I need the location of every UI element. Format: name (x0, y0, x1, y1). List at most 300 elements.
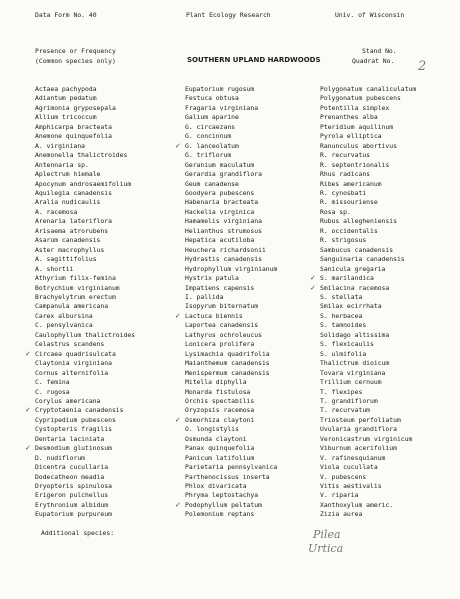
species-name: Erigeron pulchellus (35, 491, 109, 500)
species-name: T. flexipes (320, 387, 363, 396)
species-name: Dentaria laciniata (35, 434, 105, 443)
species-entry (185, 85, 277, 94)
species-name: Lathyrus ochroleucus (185, 330, 262, 339)
species-entry (185, 274, 277, 283)
species-name: Adiantum pedatum (35, 94, 97, 103)
species-name: O. longistylis (185, 425, 239, 434)
species-name: Parthenocissus inserta (185, 472, 270, 481)
species-entry (175, 415, 277, 425)
species-name: Antennaria sp. (35, 160, 89, 169)
species-name: Vitis aestivalis (320, 482, 382, 491)
species-name: Carex albursina (35, 311, 93, 320)
species-name: Osmorhiza claytoni (185, 415, 255, 424)
university-name: Univ. of Wisconsin (335, 11, 405, 19)
species-entry (320, 473, 416, 482)
species-name: Gerardia grandiflora (185, 170, 262, 179)
species-name: Arisaema atrorubens (35, 226, 109, 235)
species-entry (185, 113, 277, 122)
species-entry (185, 161, 277, 170)
species-name: R. cynosbati (320, 188, 367, 197)
species-entry (320, 406, 416, 415)
species-entry (175, 311, 277, 321)
species-name: Celastrus scandens (35, 340, 105, 349)
species-entry (185, 491, 277, 500)
species-name: Heuchera richardsonii (185, 245, 266, 254)
species-name: Allium tricoccum (35, 113, 97, 122)
species-name: V. rafinesquianum (320, 453, 386, 462)
species-entry (35, 208, 135, 217)
species-entry (320, 491, 416, 500)
species-entry (185, 359, 277, 368)
species-entry (35, 198, 135, 207)
species-name: Helianthus strumosus (185, 226, 262, 235)
species-name: Solidago altissima (320, 330, 390, 339)
species-name: A. racemosa (35, 207, 78, 216)
species-name: Prenanthes alba (320, 113, 378, 122)
species-entry (35, 85, 135, 94)
check-mark-icon: ✓ (310, 274, 316, 283)
species-entry (320, 463, 416, 472)
species-name: C. femina (35, 378, 70, 387)
species-name: S. flexicaulis (320, 340, 374, 349)
species-name: Monarda fistulosa (185, 387, 251, 396)
species-entry (320, 208, 416, 217)
species-name: Geranium maculatum (185, 160, 255, 169)
species-name: Festuca obtusa (185, 94, 239, 103)
species-entry (185, 255, 277, 264)
species-entry (35, 123, 135, 132)
species-entry (320, 113, 416, 122)
species-entry (35, 227, 135, 236)
species-entry (185, 246, 277, 255)
species-entry (35, 132, 135, 141)
species-name: Smilax ecirrhata (320, 302, 382, 311)
species-entry (320, 397, 416, 406)
species-name: Cornus alternifolia (35, 368, 109, 377)
species-name: Arenaria lateriflora (35, 217, 112, 226)
species-entry (25, 406, 135, 415)
species-name: R. septentrionalis (320, 160, 390, 169)
species-name: Smilacina racemosa (320, 283, 390, 292)
species-entry (35, 491, 135, 500)
species-entry (35, 454, 135, 463)
species-entry (185, 435, 277, 444)
species-name: Panax quinquefolia (185, 444, 255, 453)
species-name: V. riparia (320, 491, 359, 500)
species-name: Goodyera pubescens (185, 188, 255, 197)
species-entry (35, 321, 135, 330)
check-mark-icon: ✓ (175, 500, 181, 509)
institution-name: Plant Ecology Research (186, 11, 271, 19)
species-name: Actaea pachypoda (35, 85, 97, 93)
species-name: G. triflorum (185, 151, 232, 160)
species-name: Circaea quadrisulcata (35, 349, 116, 358)
species-name: Triosteum perfoliatum (320, 415, 401, 424)
check-mark-icon: ✓ (310, 283, 316, 292)
species-entry (35, 369, 135, 378)
species-entry (185, 151, 277, 160)
species-entry (35, 274, 135, 283)
species-name: Polygonatum canaliculatum (320, 85, 417, 93)
species-name: Aplectrum hiemale (35, 170, 101, 179)
species-name: Hamamelis virginiana (185, 217, 262, 226)
species-name: Mitella diphylla (185, 378, 247, 387)
species-name: Galium aparine (185, 113, 239, 122)
species-name: T. grandiflorum (320, 396, 378, 405)
species-entry (35, 425, 135, 434)
species-name: Sambucus canadensis (320, 245, 394, 254)
species-name: A. sagittifolius (35, 255, 97, 264)
species-entry (185, 350, 277, 359)
species-name: Cystopteris fragilis (35, 425, 112, 434)
species-entry (35, 501, 135, 510)
species-name: Veronicastrum virginicum (320, 434, 413, 443)
species-name: Podophyllum peltatum (185, 500, 262, 509)
species-name: Xanthoxylum americ. (320, 500, 394, 509)
species-entry (320, 312, 416, 321)
check-mark-icon: ✓ (25, 444, 31, 453)
species-entry (320, 293, 416, 302)
species-entry (320, 217, 416, 226)
species-entry (185, 208, 277, 217)
species-name: Caulophyllum thalictroides (35, 330, 136, 339)
species-name: Botrychium virginianum (35, 283, 120, 292)
species-name: Rubus allegheniensis (320, 217, 397, 226)
species-name: Cypripedium pubescens (35, 415, 116, 424)
species-entry (320, 123, 416, 132)
species-name: Phryma leptostachya (185, 491, 259, 500)
species-name: Hydrophyllum virginianum (185, 264, 278, 273)
species-entry (185, 510, 277, 519)
species-name: Geum canadense (185, 179, 239, 188)
species-entry (320, 454, 416, 463)
species-entry (320, 331, 416, 340)
species-entry (35, 331, 135, 340)
species-name: Apocynum androsaemifolium (35, 179, 132, 188)
species-name: Trillium cernuum (320, 378, 382, 387)
species-column-2 (175, 85, 278, 520)
species-name: Cryptotaenia canadensis (35, 406, 124, 415)
species-entry (310, 274, 416, 283)
species-entry (185, 94, 277, 103)
species-entry (35, 510, 135, 519)
species-name: Pyrola elliptica (320, 132, 382, 141)
species-entry (185, 227, 277, 236)
species-name: Fragaria virginiana (185, 103, 259, 112)
species-entry (320, 132, 416, 141)
species-name: Claytonia virginiana (35, 359, 112, 368)
species-name: Laportea canadensis (185, 321, 259, 330)
species-name: Tovara virginiana (320, 368, 386, 377)
species-name: Sanguinaria canadensis (320, 255, 405, 264)
species-name: I. pallida (185, 292, 224, 301)
species-entry (185, 454, 277, 463)
species-name: Impatiens capensis (185, 283, 255, 292)
species-entry (320, 255, 416, 264)
species-entry (320, 302, 416, 311)
species-name: R. occidentalis (320, 226, 378, 235)
species-entry (35, 94, 135, 103)
species-entry (320, 227, 416, 236)
species-name: Pteridium aquilinum (320, 122, 394, 131)
species-entry (35, 236, 135, 245)
check-mark-icon: ✓ (175, 311, 181, 320)
species-entry (185, 265, 277, 274)
species-name: Brachyelytrum erectum (35, 292, 116, 301)
species-entry (320, 350, 416, 359)
species-entry (35, 463, 135, 472)
check-mark-icon: ✓ (25, 406, 31, 415)
species-entry (35, 359, 135, 368)
species-name: Rhus radicans (320, 170, 371, 179)
species-name: T. recurvatum (320, 406, 371, 415)
species-name: S. herbacea (320, 311, 363, 320)
species-name: Potentilla simplex (320, 103, 390, 112)
species-entry (185, 123, 277, 132)
species-entry (185, 293, 277, 302)
species-name: Hepatica acutiloba (185, 236, 255, 245)
species-name: Campanula americana (35, 302, 109, 311)
species-entry (185, 198, 277, 207)
species-entry (35, 302, 135, 311)
species-name: Agrimonia gryposepala (35, 103, 116, 112)
species-entry (310, 283, 416, 293)
species-name: G. concinnum (185, 132, 232, 141)
species-name: Anemone quinquefolia (35, 132, 112, 141)
species-entry (185, 473, 277, 482)
species-name: Aquilegia canadensis (35, 188, 112, 197)
species-entry (185, 104, 277, 113)
species-name: Aralia nudicaulis (35, 198, 101, 207)
species-entry (320, 104, 416, 113)
species-entry (320, 161, 416, 170)
species-entry (185, 425, 277, 434)
species-entry (320, 510, 416, 519)
handwritten-page-number: 2 (418, 59, 427, 74)
check-mark-icon: ✓ (25, 349, 31, 358)
species-entry (35, 265, 135, 274)
species-name: Polygonatum pubescens (320, 94, 401, 103)
species-entry (320, 378, 416, 387)
species-name: Ribes americanum (320, 179, 382, 188)
species-entry (185, 170, 277, 179)
species-name: Aster macrophyllus (35, 245, 105, 254)
species-entry (35, 397, 135, 406)
species-name: Habenaria bracteata (185, 198, 259, 207)
species-name: G. lanceolatum (185, 141, 239, 150)
species-name: Viola cucullata (320, 463, 378, 472)
species-entry (175, 500, 277, 510)
species-entry (320, 85, 416, 94)
species-name: Menispermum canadensis (185, 368, 270, 377)
species-entry (320, 444, 416, 453)
species-entry (35, 255, 135, 264)
species-entry (25, 349, 135, 359)
species-name: A. virginiana (35, 141, 86, 150)
species-name: V. pubescens (320, 472, 367, 481)
species-name: Orchis spectabilis (185, 396, 255, 405)
species-name: S. stellata (320, 292, 363, 301)
species-entry (185, 189, 277, 198)
species-name: Anemonella thalictroides (35, 151, 128, 160)
species-entry (35, 388, 135, 397)
species-entry (185, 331, 277, 340)
species-name: Viburnum acerifolium (320, 444, 397, 453)
species-entry (185, 378, 277, 387)
species-name: S. tamnoides (320, 321, 367, 330)
species-entry (35, 312, 135, 321)
species-name: G. circaezans (185, 122, 236, 131)
species-name: Rosa sp. (320, 207, 351, 216)
species-entry (35, 284, 135, 293)
species-name: Lactuca biennis (185, 311, 243, 320)
species-name: D. nudiflorum (35, 453, 86, 462)
species-name: Eupatorium rugosum (185, 85, 255, 93)
species-name: Oryzopsis racemosa (185, 406, 255, 415)
species-name: Hackelia virginica (185, 207, 255, 216)
species-entry (185, 397, 277, 406)
species-entry (185, 321, 277, 330)
handwritten-note-urtica: Urtica (308, 542, 344, 555)
species-entry (320, 180, 416, 189)
species-name: Parietaria pennsylvanica (185, 463, 278, 472)
species-name: R. recurvatus (320, 151, 371, 160)
species-name: Erythronium albidum (35, 500, 109, 509)
quadrat-number-label: Quadrat No. (352, 57, 395, 65)
species-entry (35, 473, 135, 482)
species-entry (35, 293, 135, 302)
species-entry (320, 142, 416, 151)
form-number: Data Form No. 40 (35, 11, 97, 19)
species-name: Panicum latifolium (185, 453, 255, 462)
species-entry (185, 463, 277, 472)
species-name: Lonicera prolifera (185, 340, 255, 349)
species-name: R. strigosus (320, 236, 367, 245)
species-name: Desmodium glutinosum (35, 444, 112, 453)
species-entry (320, 236, 416, 245)
presence-label: Presence or Frequency (35, 47, 116, 55)
species-name: Polemonium reptans (185, 510, 255, 519)
species-entry (35, 416, 135, 425)
species-name: Sanicula gregaria (320, 264, 386, 273)
species-name: Dryopteris spinulosa (35, 482, 112, 491)
species-entry (35, 246, 135, 255)
species-name: Asarum canadensis (35, 236, 101, 245)
species-name: Uvularia grandiflora (320, 425, 397, 434)
species-entry (320, 340, 416, 349)
handwritten-note-pilea: Pilea (313, 528, 341, 541)
species-entry (35, 435, 135, 444)
species-name: Zizia aurea (320, 510, 363, 519)
species-name: Hydrastis canadensis (185, 255, 262, 264)
form-title: SOUTHERN UPLAND HARDWOODS (187, 56, 321, 64)
species-name: Lysimachia quadrifolia (185, 349, 270, 358)
species-entry (320, 501, 416, 510)
species-entry (320, 189, 416, 198)
species-entry (320, 246, 416, 255)
species-entry (35, 340, 135, 349)
species-entry (35, 378, 135, 387)
species-entry (185, 236, 277, 245)
species-name: Eupatorium purpureum (35, 510, 112, 519)
species-entry (185, 180, 277, 189)
species-column-3 (310, 85, 417, 520)
species-entry (185, 444, 277, 453)
species-name: Athyrium filix-femina (35, 274, 116, 283)
species-name: R. missouriense (320, 198, 378, 207)
species-entry (35, 151, 135, 160)
species-entry (25, 444, 135, 453)
species-entry (185, 302, 277, 311)
species-name: C. pensylvanica (35, 321, 93, 330)
species-name: Hystrix patula (185, 274, 239, 283)
species-entry (185, 388, 277, 397)
species-name: C. rugosa (35, 387, 70, 396)
species-entry (320, 359, 416, 368)
species-entry (35, 482, 135, 491)
check-mark-icon: ✓ (175, 141, 181, 150)
species-entry (185, 217, 277, 226)
species-entry (320, 170, 416, 179)
species-entry (35, 189, 135, 198)
species-name: S. ulmifolia (320, 349, 367, 358)
species-entry (320, 151, 416, 160)
species-entry (320, 388, 416, 397)
species-name: Amphicarpa bracteata (35, 122, 112, 131)
common-species-label: (Common species only) (35, 57, 116, 65)
species-entry (320, 94, 416, 103)
species-name: A. shortii (35, 264, 74, 273)
species-name: Thalictrum dioicum (320, 359, 390, 368)
species-entry (185, 369, 277, 378)
species-entry (35, 142, 135, 151)
species-entry (35, 170, 135, 179)
species-name: Dicentra cucullaria (35, 463, 109, 472)
species-entry (35, 217, 135, 226)
species-entry (320, 321, 416, 330)
species-entry (185, 406, 277, 415)
species-entry (35, 104, 135, 113)
species-entry (35, 113, 135, 122)
species-entry (320, 425, 416, 434)
species-entry (185, 132, 277, 141)
species-name: Corylus americana (35, 396, 101, 405)
species-name: Phlox divaricata (185, 482, 247, 491)
species-entry (320, 435, 416, 444)
species-name: Ranunculus abortivus (320, 141, 397, 150)
species-entry (320, 198, 416, 207)
species-column-1 (25, 85, 136, 520)
species-entry (320, 482, 416, 491)
stand-number-label: Stand No. (362, 47, 397, 55)
species-entry (320, 416, 416, 425)
species-entry (185, 482, 277, 491)
species-name: Dodecatheon meadia (35, 472, 105, 481)
additional-species-label: Additional species: (41, 529, 115, 537)
species-entry (175, 141, 277, 151)
species-name: Isopyrum biternatum (185, 302, 259, 311)
species-entry (320, 265, 416, 274)
species-entry (185, 284, 277, 293)
species-name: Maianthemum canadensis (185, 359, 270, 368)
species-entry (35, 161, 135, 170)
check-mark-icon: ✓ (175, 415, 181, 424)
species-entry (35, 180, 135, 189)
species-entry (185, 340, 277, 349)
species-name: Osmunda claytoni (185, 434, 247, 443)
species-entry (320, 369, 416, 378)
species-name: S. marilandica (320, 274, 374, 283)
